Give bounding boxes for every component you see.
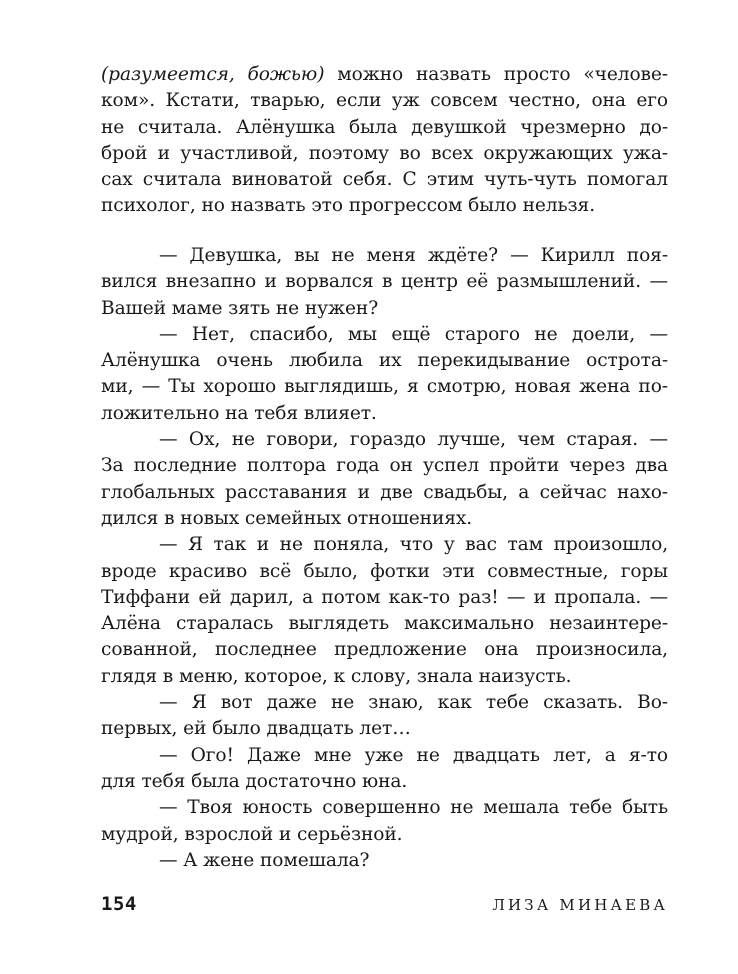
text-line: Алёна старалась выглядеть максимально незаинтере- <box>101 613 668 635</box>
italic-phrase: (разумеется, божью) <box>101 64 325 85</box>
text-line: вился внезапно и ворвался в центр её размышлений. — <box>101 271 668 293</box>
text-line: ложительно на тебя влияет. <box>101 402 377 424</box>
text-line: брой и участливой, поэтому во всех окружающих ужа- <box>101 142 668 164</box>
dialogue-paragraph <box>101 690 668 743</box>
text-line: Тиффани ей дарил, а потом как-то раз! — и пропала. — <box>101 586 668 608</box>
text-line: Алёнушка очень любила их перекидывание острота- <box>101 350 668 372</box>
text-line: мудрой, взрослой и серьёзной. <box>101 823 403 845</box>
text-line: — А жене помешала? <box>159 849 370 871</box>
dialogue-paragraph <box>101 243 668 322</box>
running-footer-author: ЛИЗА МИНАЕВА <box>492 896 668 914</box>
text-line: — Я вот даже не знаю, как тебе сказать. Во- <box>159 692 668 714</box>
text-line: — Твоя юность совершенно не мешала тебе быть <box>159 797 668 819</box>
text-line: глядя в меню, которое, к слову, знала наизусть. <box>101 665 572 687</box>
page-number: 154 <box>101 893 137 915</box>
text-line: психолог, но назвать это прогрессом было нельзя. <box>101 195 595 217</box>
text-line: ми, — Ты хорошо выглядишь, я смотрю, новая жена по- <box>101 376 668 398</box>
dialogue-paragraph <box>101 322 668 427</box>
text-line: За последние полтора года он успел пройти через два <box>101 455 668 477</box>
text-line: не считала. Алёнушка была девушкой чрезмерно до- <box>101 116 668 138</box>
text-line <box>101 62 668 88</box>
text-line: сованной, последнее предложение она произносила, <box>101 639 668 661</box>
dialogue-paragraph <box>101 743 668 796</box>
text-line: вроде красиво всё было, фотки эти совместные, горы <box>101 560 668 582</box>
text-line: — Ох, не говори, гораздо лучше, чем старая. — <box>159 429 668 451</box>
text-line: ком». Кстати, тварью, если уж совсем честно, она его <box>101 90 668 112</box>
dialogue-paragraph <box>101 427 668 532</box>
text-line: первых, ей было двадцать лет… <box>101 718 411 740</box>
text-line: — Я так и не поняла, что у вас там произошло, <box>159 534 668 556</box>
text-line: — Нет, спасибо, мы ещё старого не доели, — <box>159 323 668 345</box>
text-line: глобальных расставания и две свадьбы, а сейчас нахо- <box>101 481 668 503</box>
text-line: Вашей маме зять не нужен? <box>101 297 379 319</box>
text-line: сах считала виноватой себя. С этим чуть-чуть помогал <box>101 169 668 191</box>
dialogue-paragraph <box>101 795 668 848</box>
text-fragment: можно назвать просто «челове- <box>337 64 668 85</box>
text-line: — Девушка, вы не меня ждёте? — Кирилл поя- <box>159 245 668 266</box>
dialogue-section <box>101 243 668 874</box>
text-line: — Ого! Даже мне уже не двадцать лет, а я-то <box>159 744 668 766</box>
dialogue-paragraph <box>101 848 668 874</box>
dialogue-paragraph <box>101 532 668 690</box>
text-line: для тебя была достаточно юна. <box>101 770 408 792</box>
opening-paragraph <box>101 62 668 220</box>
text-line: дился в новых семейных отношениях. <box>101 507 473 529</box>
